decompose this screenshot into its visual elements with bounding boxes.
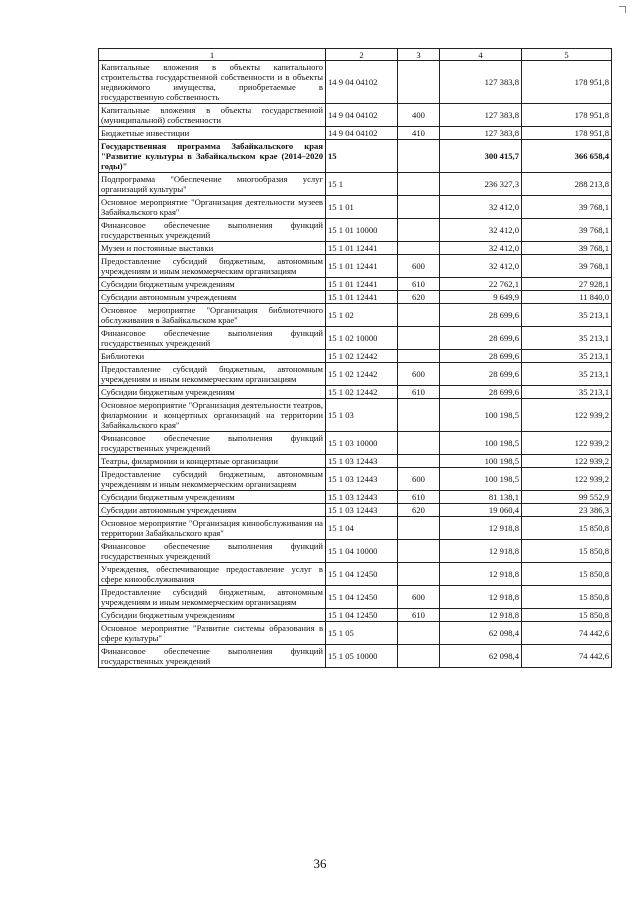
table-row bbox=[99, 140, 612, 173]
column-header-amount-1: 4 bbox=[440, 49, 522, 61]
row-code-cell: 15 bbox=[326, 140, 398, 173]
row-expense-type-cell bbox=[398, 455, 440, 468]
row-name-cell: Основное мероприятие "Развитие системы образования в сфере культуры" bbox=[99, 622, 326, 645]
column-header-expense-type: 3 bbox=[398, 49, 440, 61]
table-row bbox=[99, 278, 612, 291]
row-code-cell: 15 1 03 12443 bbox=[326, 455, 398, 468]
row-amount-2-cell: 15 850,8 bbox=[522, 609, 612, 622]
row-expense-type-cell bbox=[398, 399, 440, 432]
row-amount-2-cell: 122 939,2 bbox=[522, 432, 612, 455]
row-code-cell: 15 1 02 10000 bbox=[326, 327, 398, 350]
row-name-cell: Государственная программа Забайкальского края "Развитие культуры в Забайкальском крае (2014–2020 годы)" bbox=[99, 140, 326, 173]
row-code-cell: 15 1 bbox=[326, 173, 398, 196]
table-row bbox=[99, 127, 612, 140]
row-expense-type-cell bbox=[398, 140, 440, 173]
row-amount-2-cell: 122 939,2 bbox=[522, 399, 612, 432]
row-name-cell: Капитальные вложения в объекты капитального строительства государственной собственности и в объекты недвижимого имущества, приобретаемые в государственную собственность bbox=[99, 61, 326, 104]
row-amount-2-cell: 122 939,2 bbox=[522, 455, 612, 468]
row-code-cell: 15 1 03 10000 bbox=[326, 432, 398, 455]
row-name-cell: Предоставление субсидий бюджетным, автономным учреждениям и иным некоммерческим организациям bbox=[99, 255, 326, 278]
row-amount-1-cell: 127 383,8 bbox=[440, 127, 522, 140]
row-amount-1-cell: 32 412,0 bbox=[440, 242, 522, 255]
row-code-cell: 15 1 02 12442 bbox=[326, 363, 398, 386]
row-name-cell: Капитальные вложения в объекты государственной (муниципальной) собственности bbox=[99, 104, 326, 127]
row-amount-2-cell: 35 213,1 bbox=[522, 327, 612, 350]
row-expense-type-cell bbox=[398, 173, 440, 196]
budget-table bbox=[98, 48, 612, 668]
row-amount-1-cell: 28 699,6 bbox=[440, 327, 522, 350]
row-amount-1-cell: 28 699,6 bbox=[440, 304, 522, 327]
row-code-cell: 15 1 03 12443 bbox=[326, 491, 398, 504]
table-row bbox=[99, 645, 612, 668]
row-amount-1-cell: 28 699,6 bbox=[440, 350, 522, 363]
row-code-cell: 14 9 04 04102 bbox=[326, 127, 398, 140]
page-number: 36 bbox=[313, 856, 327, 871]
row-amount-1-cell: 12 918,8 bbox=[440, 517, 522, 540]
row-code-cell: 15 1 04 12450 bbox=[326, 586, 398, 609]
row-amount-1-cell: 28 699,6 bbox=[440, 363, 522, 386]
row-name-cell: Подпрограмма "Обеспечение многообразия услуг организаций культуры" bbox=[99, 173, 326, 196]
row-name-cell: Субсидии бюджетным учреждениям bbox=[99, 386, 326, 399]
row-code-cell: 15 1 04 bbox=[326, 517, 398, 540]
row-amount-1-cell: 32 412,0 bbox=[440, 196, 522, 219]
row-amount-2-cell: 178 951,8 bbox=[522, 61, 612, 104]
row-amount-1-cell: 100 198,5 bbox=[440, 468, 522, 491]
row-amount-1-cell: 32 412,0 bbox=[440, 219, 522, 242]
row-name-cell: Финансовое обеспечение выполнения функций государственных учреждений bbox=[99, 327, 326, 350]
row-name-cell: Финансовое обеспечение выполнения функций государственных учреждений bbox=[99, 645, 326, 668]
row-expense-type-cell bbox=[398, 219, 440, 242]
row-expense-type-cell: 610 bbox=[398, 278, 440, 291]
row-amount-2-cell: 11 840,0 bbox=[522, 291, 612, 304]
row-name-cell: Основное мероприятие "Организация деятельности музеев Забайкальского края" bbox=[99, 196, 326, 219]
row-expense-type-cell bbox=[398, 304, 440, 327]
row-amount-1-cell: 62 098,4 bbox=[440, 645, 522, 668]
row-amount-2-cell: 74 442,6 bbox=[522, 622, 612, 645]
row-code-cell: 15 1 01 12441 bbox=[326, 255, 398, 278]
table-row bbox=[99, 491, 612, 504]
row-name-cell: Основное мероприятие "Организация деятельности театров, филармонии и концертных организаций на территории Забайкальского края" bbox=[99, 399, 326, 432]
row-amount-2-cell: 39 768,1 bbox=[522, 196, 612, 219]
row-amount-2-cell: 35 213,1 bbox=[522, 386, 612, 399]
row-code-cell: 15 1 02 12442 bbox=[326, 350, 398, 363]
row-name-cell: Субсидии автономным учреждениям bbox=[99, 291, 326, 304]
row-amount-2-cell: 15 850,8 bbox=[522, 540, 612, 563]
row-name-cell: Учреждения, обеспечивающие предоставление услуг в сфере кинообслуживания bbox=[99, 563, 326, 586]
row-code-cell: 15 1 04 12450 bbox=[326, 563, 398, 586]
row-amount-1-cell: 127 383,8 bbox=[440, 61, 522, 104]
row-amount-1-cell: 81 138,1 bbox=[440, 491, 522, 504]
row-amount-2-cell: 288 213,8 bbox=[522, 173, 612, 196]
row-expense-type-cell: 600 bbox=[398, 468, 440, 491]
table-header-row bbox=[99, 49, 612, 61]
table-row bbox=[99, 609, 612, 622]
row-expense-type-cell bbox=[398, 196, 440, 219]
row-name-cell: Субсидии автономным учреждениям bbox=[99, 504, 326, 517]
row-amount-1-cell: 127 383,8 bbox=[440, 104, 522, 127]
row-code-cell: 15 1 03 bbox=[326, 399, 398, 432]
table-row bbox=[99, 432, 612, 455]
row-amount-2-cell: 366 658,4 bbox=[522, 140, 612, 173]
row-amount-2-cell: 99 552,9 bbox=[522, 491, 612, 504]
table-row bbox=[99, 540, 612, 563]
row-code-cell: 14 9 04 04102 bbox=[326, 104, 398, 127]
row-name-cell: Финансовое обеспечение выполнения функций государственных учреждений bbox=[99, 540, 326, 563]
row-amount-2-cell: 39 768,1 bbox=[522, 255, 612, 278]
table-row bbox=[99, 242, 612, 255]
row-expense-type-cell: 600 bbox=[398, 363, 440, 386]
row-expense-type-cell bbox=[398, 622, 440, 645]
row-amount-1-cell: 100 198,5 bbox=[440, 455, 522, 468]
column-header-amount-2: 5 bbox=[522, 49, 612, 61]
table-row bbox=[99, 61, 612, 104]
row-expense-type-cell: 610 bbox=[398, 386, 440, 399]
row-expense-type-cell bbox=[398, 563, 440, 586]
row-name-cell: Предоставление субсидий бюджетным, автономным учреждениям и иным некоммерческим организациям bbox=[99, 586, 326, 609]
row-name-cell: Предоставление субсидий бюджетным, автономным учреждениям и иным некоммерческим организациям bbox=[99, 468, 326, 491]
row-expense-type-cell: 610 bbox=[398, 491, 440, 504]
row-code-cell: 15 1 01 12441 bbox=[326, 278, 398, 291]
row-amount-2-cell: 74 442,6 bbox=[522, 645, 612, 668]
row-amount-1-cell: 100 198,5 bbox=[440, 432, 522, 455]
row-amount-2-cell: 122 939,2 bbox=[522, 468, 612, 491]
row-expense-type-cell bbox=[398, 645, 440, 668]
row-code-cell: 15 1 01 bbox=[326, 196, 398, 219]
row-code-cell: 15 1 01 10000 bbox=[326, 219, 398, 242]
row-code-cell: 15 1 01 12441 bbox=[326, 291, 398, 304]
row-amount-1-cell: 32 412,0 bbox=[440, 255, 522, 278]
table-row bbox=[99, 173, 612, 196]
row-amount-2-cell: 178 951,8 bbox=[522, 127, 612, 140]
row-amount-1-cell: 22 762,1 bbox=[440, 278, 522, 291]
table-row bbox=[99, 255, 612, 278]
scan-corner-mark bbox=[619, 6, 626, 13]
row-code-cell: 15 1 05 10000 bbox=[326, 645, 398, 668]
table-row bbox=[99, 327, 612, 350]
table-row bbox=[99, 196, 612, 219]
row-amount-2-cell: 178 951,8 bbox=[522, 104, 612, 127]
row-expense-type-cell bbox=[398, 350, 440, 363]
row-expense-type-cell: 610 bbox=[398, 609, 440, 622]
row-name-cell: Субсидии бюджетным учреждениям bbox=[99, 609, 326, 622]
row-name-cell: Субсидии бюджетным учреждениям bbox=[99, 278, 326, 291]
row-code-cell: 15 1 03 12443 bbox=[326, 468, 398, 491]
row-name-cell: Финансовое обеспечение выполнения функций государственных учреждений bbox=[99, 219, 326, 242]
table-row bbox=[99, 517, 612, 540]
row-expense-type-cell: 400 bbox=[398, 104, 440, 127]
row-name-cell: Бюджетные инвестиции bbox=[99, 127, 326, 140]
column-header-name: 1 bbox=[99, 49, 326, 61]
row-name-cell: Основное мероприятие "Организация кинообслуживания на территории Забайкальского края" bbox=[99, 517, 326, 540]
row-amount-2-cell: 15 850,8 bbox=[522, 517, 612, 540]
row-expense-type-cell: 620 bbox=[398, 504, 440, 517]
row-amount-1-cell: 12 918,8 bbox=[440, 540, 522, 563]
row-name-cell: Основное мероприятие "Организация библиотечного обслуживания в Забайкальском крае" bbox=[99, 304, 326, 327]
row-expense-type-cell: 600 bbox=[398, 586, 440, 609]
row-amount-2-cell: 35 213,1 bbox=[522, 304, 612, 327]
row-amount-1-cell: 236 327,3 bbox=[440, 173, 522, 196]
table-row bbox=[99, 291, 612, 304]
table-row bbox=[99, 219, 612, 242]
row-amount-2-cell: 35 213,1 bbox=[522, 363, 612, 386]
column-header-code: 2 bbox=[326, 49, 398, 61]
row-amount-2-cell: 35 213,1 bbox=[522, 350, 612, 363]
row-expense-type-cell: 600 bbox=[398, 255, 440, 278]
table-row bbox=[99, 455, 612, 468]
row-amount-2-cell: 39 768,1 bbox=[522, 242, 612, 255]
row-amount-1-cell: 12 918,8 bbox=[440, 586, 522, 609]
row-amount-1-cell: 28 699,6 bbox=[440, 386, 522, 399]
row-amount-1-cell: 100 198,5 bbox=[440, 399, 522, 432]
row-amount-2-cell: 23 386,3 bbox=[522, 504, 612, 517]
row-amount-2-cell: 15 850,8 bbox=[522, 586, 612, 609]
row-amount-1-cell: 62 098,4 bbox=[440, 622, 522, 645]
row-amount-1-cell: 19 060,4 bbox=[440, 504, 522, 517]
row-name-cell: Театры, филармонии и концертные организации bbox=[99, 455, 326, 468]
row-amount-1-cell: 9 649,9 bbox=[440, 291, 522, 304]
row-name-cell: Финансовое обеспечение выполнения функций государственных учреждений bbox=[99, 432, 326, 455]
table-row bbox=[99, 504, 612, 517]
row-amount-1-cell: 300 415,7 bbox=[440, 140, 522, 173]
table-row bbox=[99, 399, 612, 432]
table-row bbox=[99, 468, 612, 491]
row-expense-type-cell: 620 bbox=[398, 291, 440, 304]
row-amount-2-cell: 39 768,1 bbox=[522, 219, 612, 242]
row-amount-2-cell: 15 850,8 bbox=[522, 563, 612, 586]
row-expense-type-cell bbox=[398, 61, 440, 104]
row-amount-1-cell: 12 918,8 bbox=[440, 563, 522, 586]
row-expense-type-cell bbox=[398, 327, 440, 350]
row-expense-type-cell bbox=[398, 242, 440, 255]
row-expense-type-cell bbox=[398, 517, 440, 540]
row-name-cell: Библиотеки bbox=[99, 350, 326, 363]
row-code-cell: 15 1 04 12450 bbox=[326, 609, 398, 622]
table-row bbox=[99, 586, 612, 609]
table-row bbox=[99, 104, 612, 127]
row-code-cell: 15 1 04 10000 bbox=[326, 540, 398, 563]
row-expense-type-cell: 410 bbox=[398, 127, 440, 140]
table-row bbox=[99, 563, 612, 586]
row-expense-type-cell bbox=[398, 540, 440, 563]
row-code-cell: 15 1 02 12442 bbox=[326, 386, 398, 399]
table-row bbox=[99, 622, 612, 645]
table-row bbox=[99, 350, 612, 363]
row-amount-2-cell: 27 928,1 bbox=[522, 278, 612, 291]
row-code-cell: 15 1 03 12443 bbox=[326, 504, 398, 517]
row-code-cell: 14 9 04 04102 bbox=[326, 61, 398, 104]
row-name-cell: Субсидии бюджетным учреждениям bbox=[99, 491, 326, 504]
row-amount-1-cell: 12 918,8 bbox=[440, 609, 522, 622]
row-code-cell: 15 1 01 12441 bbox=[326, 242, 398, 255]
table-body bbox=[99, 61, 612, 668]
row-expense-type-cell bbox=[398, 432, 440, 455]
table-row bbox=[99, 304, 612, 327]
table-row bbox=[99, 386, 612, 399]
row-code-cell: 15 1 05 bbox=[326, 622, 398, 645]
table-row bbox=[99, 363, 612, 386]
row-name-cell: Предоставление субсидий бюджетным, автономным учреждениям и иным некоммерческим организациям bbox=[99, 363, 326, 386]
row-name-cell: Музеи и постоянные выставки bbox=[99, 242, 326, 255]
row-code-cell: 15 1 02 bbox=[326, 304, 398, 327]
